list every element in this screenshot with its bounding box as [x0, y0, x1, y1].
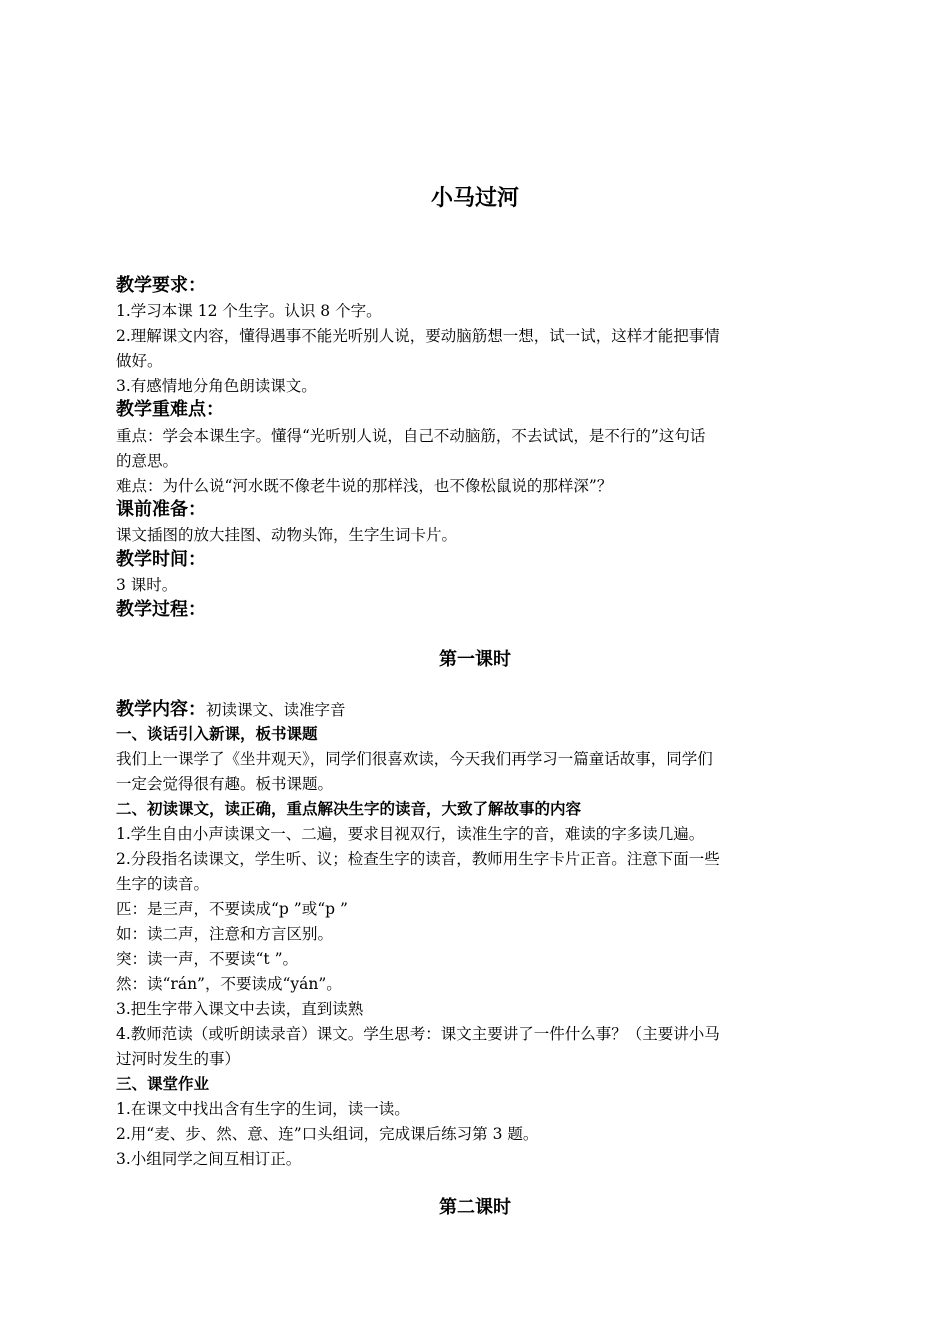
process-heading: 教学过程：	[116, 599, 206, 620]
requirements-item: 2.理解课文内容，懂得遇事不能光听别人说，要动脑筋想一想，试一试，这样才能把事情	[116, 327, 720, 345]
section-line: 突：读一声，不要读“t ”。	[116, 950, 299, 968]
preparation-heading: 课前准备：	[116, 499, 206, 520]
lesson1-title: 第一课时	[439, 649, 511, 670]
section-line: 一定会觉得很有趣。板书课题。	[116, 775, 334, 793]
section-line: 匹：是三声，不要读成“p ”或“p ”	[116, 900, 348, 918]
key-points-heading: 教学重难点：	[116, 399, 224, 420]
section-line: 然：读“rán”，不要读成“yán”。	[116, 975, 342, 993]
time-heading: 教学时间：	[116, 549, 206, 570]
section-heading: 一、谈话引入新课，板书课题	[116, 725, 318, 743]
lesson1-content	[116, 698, 846, 722]
section-heading: 三、课堂作业	[116, 1075, 210, 1093]
preparation-text: 课文插图的放大挂图、动物头饰，生字生词卡片。	[116, 526, 458, 544]
document-title: 小马过河	[430, 186, 519, 211]
section-heading: 二、初读课文，读正确，重点解决生字的读音，大致了解故事的内容	[116, 800, 582, 818]
section-line: 2.用“麦、步、然、意、连”口头组词，完成课后练习第 3 题。	[116, 1125, 539, 1143]
section-line: 1.在课文中找出含有生字的生词，读一读。	[116, 1100, 410, 1118]
key-points-line: 重点：学会本课生字。懂得“光听别人说，自己不动脑筋，不去试试，是不行的”这句话	[116, 427, 706, 445]
key-points-line: 难点：为什么说“河水既不像老牛说的那样浅，也不像松鼠说的那样深”？	[116, 477, 613, 495]
section-line: 生字的读音。	[116, 875, 210, 893]
requirements-heading: 教学要求：	[116, 275, 206, 296]
section-line: 如：读二声，注意和方言区别。	[116, 925, 334, 943]
lesson2-title: 第二课时	[439, 1197, 511, 1218]
requirements-item: 1.学习本课 12 个生字。认识 8 个字。	[116, 302, 382, 320]
section-line: 我们上一课学了《坐井观天》，同学们很喜欢读，今天我们再学习一篇童话故事，同学们	[116, 750, 713, 768]
section-line: 1.学生自由小声读课文一、二遍，要求目视双行，读准生字的音，难读的字多读几遍。	[116, 825, 705, 843]
lesson1-content-label: 教学内容：	[116, 699, 206, 720]
requirements-item: 做好。	[116, 352, 163, 370]
section-line: 2.分段指名读课文，学生听、议；检查生字的读音，教师用生字卡片正音。注意下面一些	[116, 850, 720, 868]
time-text: 3 课时。	[116, 576, 178, 594]
lesson1-content-text: 初读课文、读准字音	[206, 701, 346, 719]
section-line: 过河时发生的事）	[116, 1050, 241, 1068]
section-line: 3.小组同学之间互相订正。	[116, 1150, 302, 1168]
requirements-item: 3.有感情地分角色朗读课文。	[116, 377, 317, 395]
section-line: 3.把生字带入课文中去读，直到读熟	[116, 1000, 364, 1018]
key-points-line: 的意思。	[116, 452, 179, 470]
section-line: 4.教师范读（或听朗读录音）课文。学生思考：课文主要讲了一件什么事？（主要讲小马	[116, 1025, 720, 1043]
